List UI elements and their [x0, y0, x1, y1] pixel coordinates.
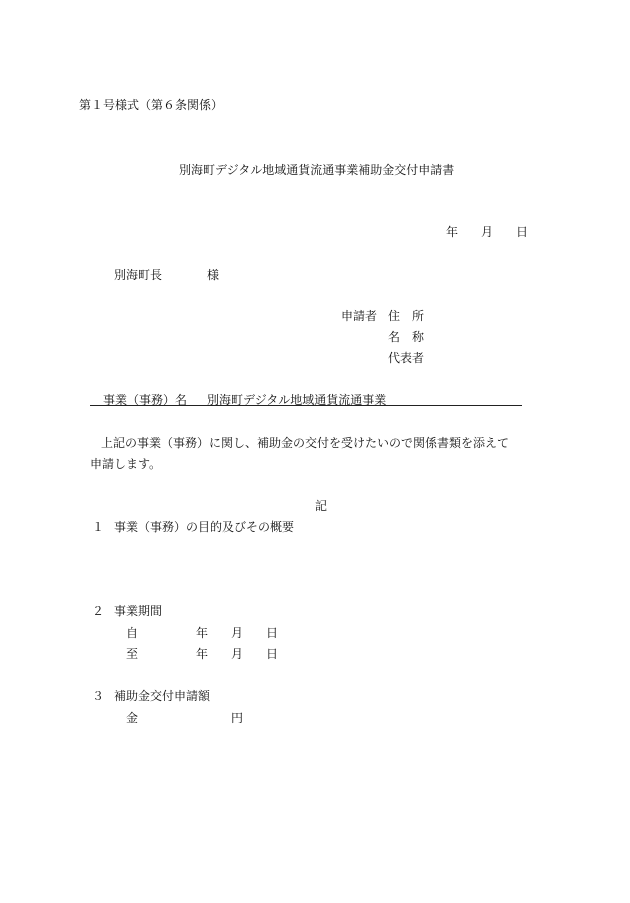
period-to-month: 月: [231, 647, 244, 661]
addressee-honorific: 様: [207, 268, 220, 282]
section-2-number: ２: [92, 604, 105, 618]
project-label: 事業（事務）名: [103, 393, 188, 407]
period-to-day: 日: [266, 647, 279, 661]
period-from-day: 日: [266, 626, 279, 640]
period-from-month: 月: [231, 626, 244, 640]
date-month-label: 月: [481, 225, 494, 239]
section-3-title: 補助金交付申請額: [114, 689, 211, 703]
applicant-name-label: 名 称: [388, 330, 425, 344]
period-to-year: 年: [196, 647, 209, 661]
amount-unit: 円: [231, 711, 244, 725]
section-3-number: ３: [92, 689, 105, 703]
date-day-label: 日: [516, 225, 529, 239]
form-number: 第１号様式（第６条関係）: [79, 98, 224, 112]
project-name: 別海町デジタル地域通貨流通事業: [207, 393, 387, 407]
addressee-name: 別海町長: [114, 268, 163, 282]
period-from-label: 自: [126, 626, 139, 640]
section-2-title: 事業期間: [114, 604, 163, 618]
period-from-year: 年: [196, 626, 209, 640]
amount-label: 金: [126, 711, 139, 725]
applicant-representative-label: 代表者: [388, 351, 425, 365]
date-year-label: 年: [446, 225, 459, 239]
body-line-2: 申請します。: [90, 457, 162, 471]
page-title: 別海町デジタル地域通貨流通事業補助金交付申請書: [179, 163, 455, 177]
applicant-address-label: 住 所: [388, 309, 425, 323]
body-line-1: 上記の事業（事務）に関し、補助金の交付を受けたいので関係書類を添えて: [101, 436, 510, 450]
section-1-title: 事業（事務）の目的及びその概要: [114, 520, 295, 534]
period-to-label: 至: [126, 647, 139, 661]
applicant-label: 申請者: [341, 309, 378, 323]
section-1-number: １: [92, 520, 105, 534]
ki-heading: 記: [315, 499, 328, 513]
project-underline: [90, 405, 522, 406]
